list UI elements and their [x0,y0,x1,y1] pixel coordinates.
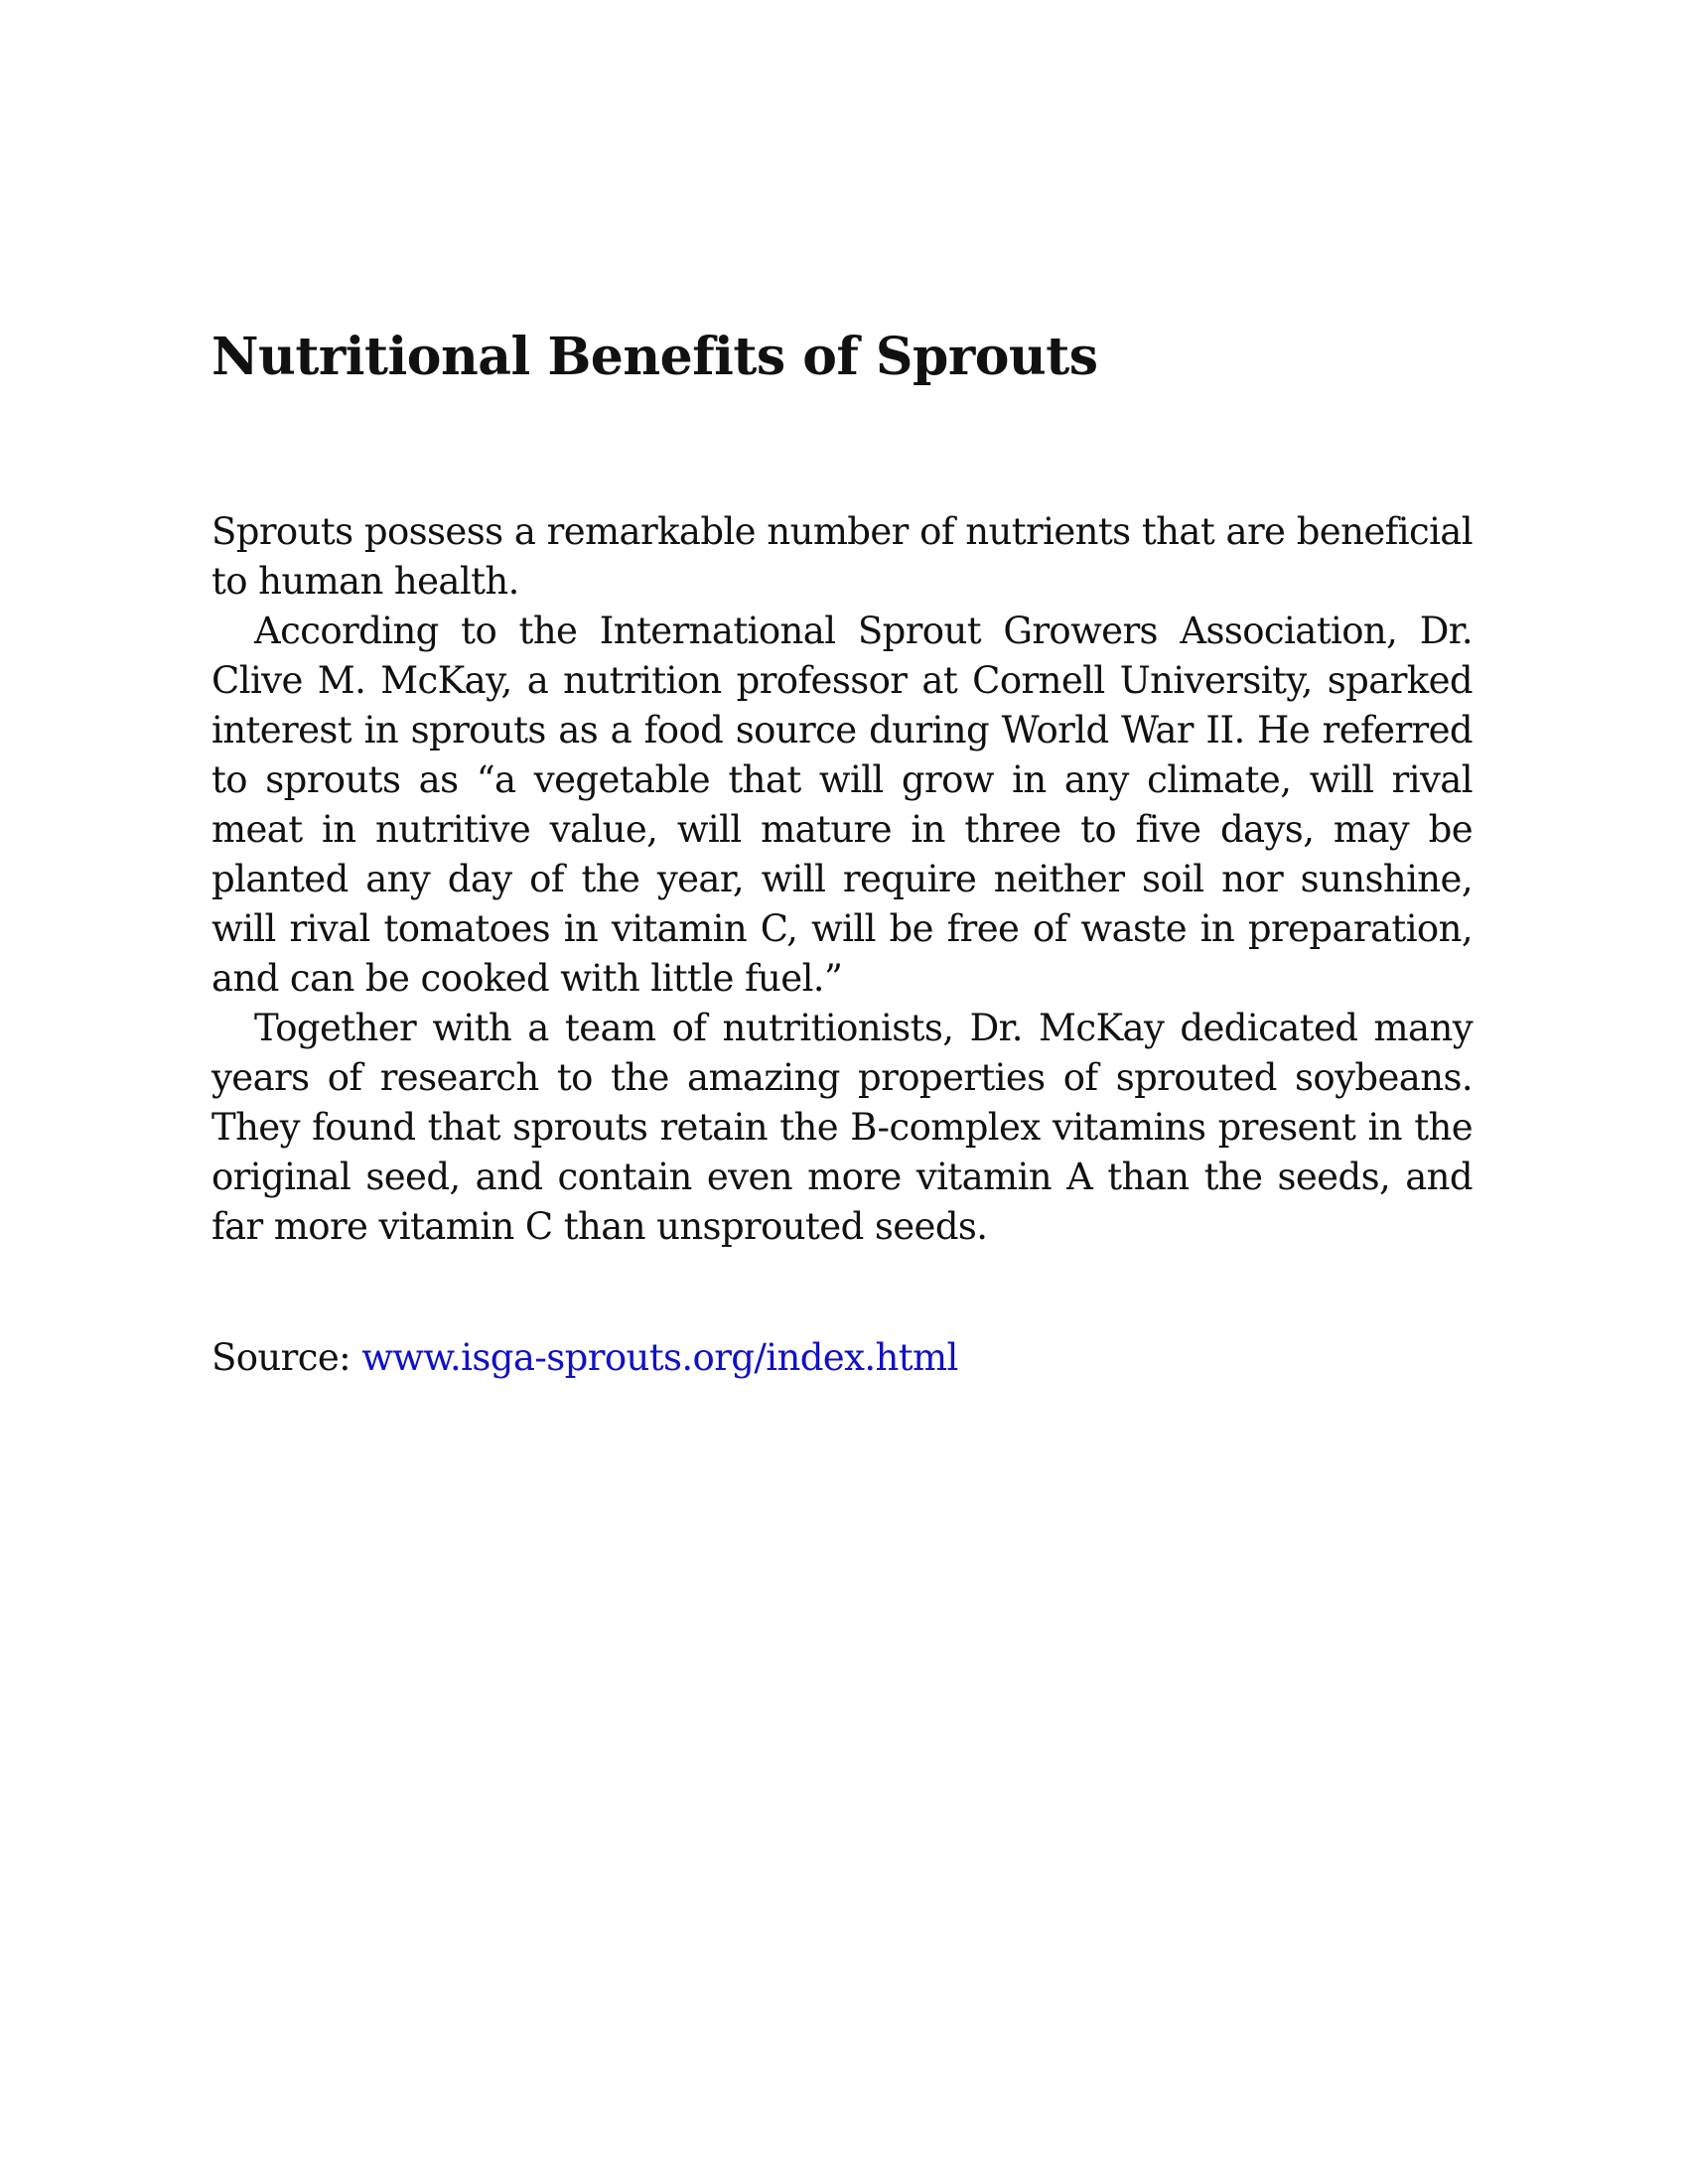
article-body [211,507,1473,1252]
source-label: Source: [211,1336,352,1379]
page-title: Nutritional Benefits of Sprouts [211,327,1098,387]
source-line [211,1333,1473,1383]
paragraph-mckay-quote: According to the International Sprout Growers Association, Dr. Clive M. McKay, a nutrition professor at Cornell University, sparked interest in sprouts as a food source during World War II. He referred to sprouts as “a vegetable that will grow in any climate, will rival meat in nutritive value, will mature in three to five days, may be planted any day of the year, will require neither soil nor sunshine, will rival tomatoes in vitamin C, will be free of waste in preparation, and can be cooked with little fuel.” [211,610,1473,1000]
paragraph-research: Together with a team of nutritionists, Dr. McKay dedicated many years of research to the amazing properties of sprouted soybeans. They found that sprouts retain the B-complex vitamins present in the original seed, and contain even more vitamin A than the seeds, and far more vitamin C than unsprouted seeds. [211,1007,1473,1248]
source-link[interactable]: www.isga-sprouts.org/index.html [361,1336,958,1379]
paragraph-intro: Sprouts possess a remarkable number of nutrients that are beneficial to human health. [211,510,1473,603]
